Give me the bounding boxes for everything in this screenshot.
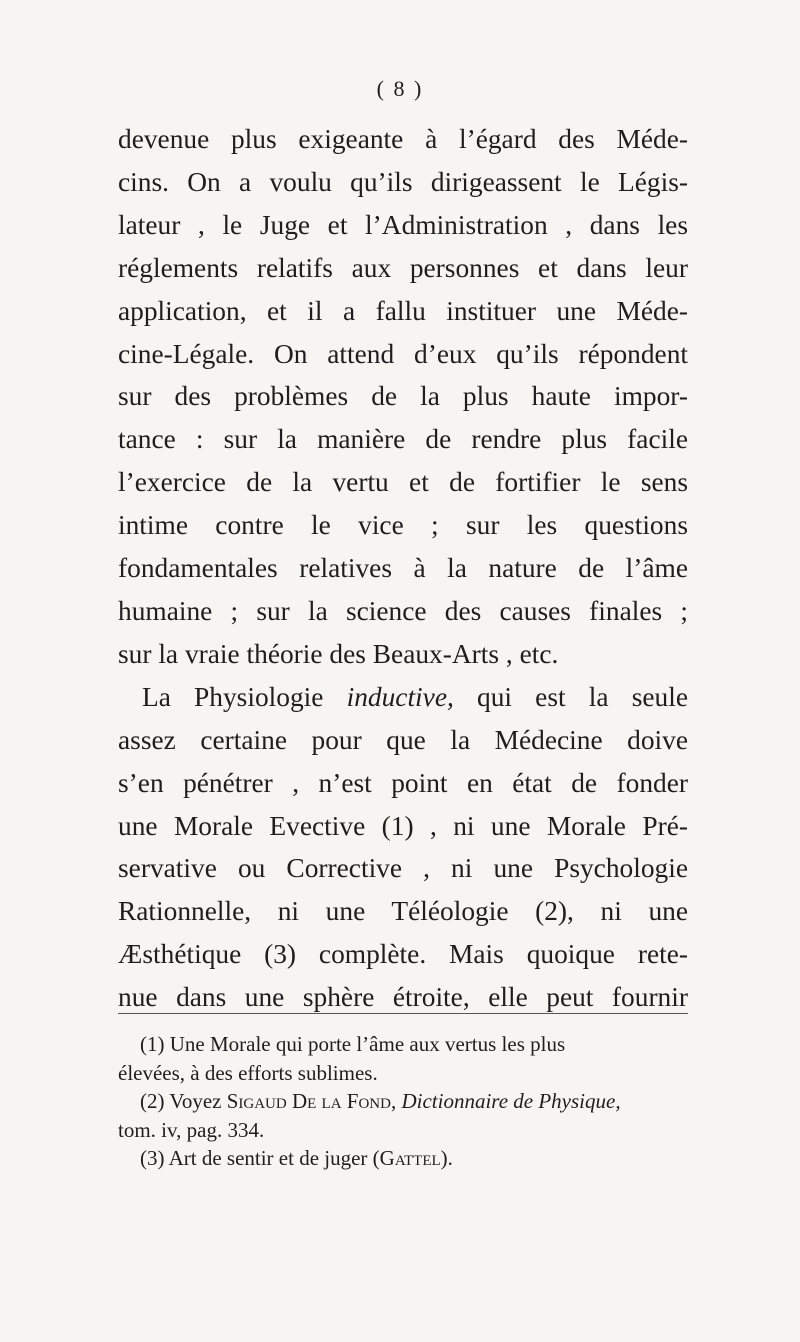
author-name: Gattel (379, 1146, 441, 1170)
text-line: nue dans une sphère étroite, elle peut fournir (118, 982, 688, 1013)
text-line: une Morale Evective (1) , ni une Morale Pré- (118, 810, 688, 841)
text-run: La Physiologie (142, 681, 347, 712)
text-line: application, et il a fallu instituer une Méde- (118, 295, 688, 326)
text-line: l’exercice de la vertu et de fortifier le sens (118, 467, 688, 498)
text-run: (3) Art de sentir et de juger ( (140, 1146, 380, 1170)
footnote-1-continued: élevées, à des efforts sublimes. (118, 1060, 378, 1085)
text-line: s’en pénétrer , n’est point en état de fonder (118, 767, 688, 798)
paragraph-first-line (118, 676, 688, 719)
text-line: intime contre le vice ; sur les questions (118, 510, 688, 541)
text-line: cine-Légale. On attend d’eux qu’ils répondent (118, 338, 688, 369)
footnote-separator (118, 1013, 688, 1014)
text-line: sur des problèmes de la plus haute impor- (118, 381, 688, 412)
footnote-3 (118, 1144, 688, 1173)
author-name: Sigaud De la Fond (226, 1089, 391, 1113)
text-line: devenue plus exigeante à l’égard des Méde- (118, 124, 688, 154)
footnote-2-continued: tom. iv, pag. 334. (118, 1117, 265, 1142)
footnote-2 (118, 1087, 688, 1116)
text-run: (2) Voyez (140, 1089, 227, 1113)
text-line: sur la vraie théorie des Beaux-Arts , etc. (118, 638, 559, 669)
text-line: tance : sur la manière de rendre plus facile (118, 424, 688, 455)
text-line: Rationnelle, ni une Téléologie (2), ni une (118, 896, 688, 927)
work-title: Dictionnaire de Physique, (401, 1089, 621, 1113)
text-line: assez certaine pour que la Médecine doive (118, 724, 688, 755)
text-line: servative ou Corrective , ni une Psychologie (118, 853, 688, 884)
footnote-1: (1) Une Morale qui porte l’âme aux vertus les plus (140, 1032, 566, 1056)
text-line: fondamentales relatives à la nature de l’âme (118, 553, 688, 584)
text-line: cins. On a voulu qu’ils dirigeassent le Légis- (118, 166, 688, 197)
page-number: ( 8 ) (376, 76, 424, 101)
footnotes (118, 1030, 688, 1173)
italic-term: inductive, (346, 681, 454, 712)
text-run: ). (440, 1146, 453, 1170)
body-text (118, 118, 688, 1019)
text-run: qui est la seule (453, 681, 688, 712)
text-line: Æsthétique (3) complète. Mais quoique rete- (118, 939, 688, 970)
text-line: humaine ; sur la science des causes finales ; (118, 595, 688, 626)
text-line: réglements relatifs aux personnes et dans leur (118, 252, 688, 283)
text-run: , (390, 1089, 402, 1113)
text-line: lateur , le Juge et l’Administration , dans les (118, 209, 688, 240)
